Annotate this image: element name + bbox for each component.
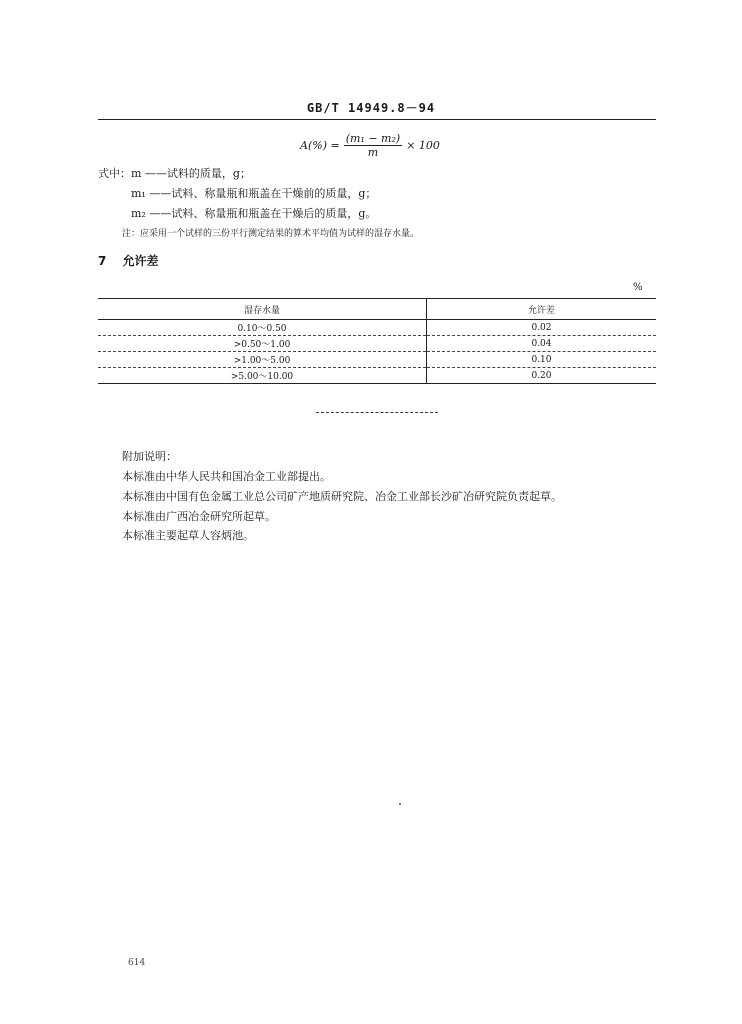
- section-number: 7: [98, 254, 107, 268]
- scan-speck: [399, 803, 401, 805]
- formula-numerator: (m₁ − m₂): [345, 132, 401, 145]
- additional-note-line: 本标准由广西冶金研究所起草。: [122, 510, 276, 523]
- table-header-row: [98, 299, 656, 320]
- definition-item: m ——试料的质量，g；: [131, 167, 251, 180]
- formula-lhs: A(%) =: [300, 139, 340, 152]
- standard-code-header: GB/T 14949.8－94: [306, 101, 436, 115]
- header-rule: [98, 119, 656, 120]
- tolerance-cell: 0.20: [427, 368, 657, 384]
- note-text: 注：应采用一个试样的三份平行测定结果的算术平均值为试样的湿存水量。: [122, 229, 420, 239]
- tolerance-cell: 0.02: [427, 320, 657, 336]
- tolerance-table: [98, 298, 656, 384]
- additional-note-line: 本标准由中国有色金属工业总公司矿产地质研究院、冶金工业部长沙矿冶研究院负责起草。: [122, 490, 562, 503]
- table-unit: %: [633, 282, 643, 293]
- definition-item: m₁ ——试料、称量瓶和瓶盖在干燥前的质量，g；: [131, 187, 377, 200]
- formula-rhs: × 100: [406, 139, 440, 152]
- definitions-intro: 式中：: [98, 167, 131, 180]
- section-heading: [98, 252, 159, 269]
- formula-fraction: [344, 132, 402, 159]
- tolerance-cell: 0.04: [427, 336, 657, 352]
- tolerance-cell: 0.10: [427, 352, 657, 368]
- end-separator: [316, 412, 438, 413]
- definition-item: m₂ ——试料、称量瓶和瓶盖在干燥后的质量，g。: [131, 207, 377, 220]
- moisture-range-cell: 0.10～0.50: [98, 320, 427, 336]
- table-row: [98, 352, 656, 368]
- moisture-formula: [300, 132, 440, 159]
- definition-line: [98, 165, 251, 181]
- section-title: 允许差: [122, 254, 159, 268]
- moisture-range-cell: >1.00～5.00: [98, 352, 427, 368]
- column-header-moisture: 湿存水量: [98, 299, 427, 320]
- page-number: 614: [128, 958, 146, 968]
- additional-note-line: 本标准主要起草人容炳池。: [122, 529, 254, 542]
- formula-denominator: m: [367, 146, 379, 159]
- table-row: [98, 368, 656, 384]
- table-row: [98, 336, 656, 352]
- additional-notes-heading: 附加说明：: [122, 450, 177, 463]
- additional-note-line: 本标准由中华人民共和国冶金工业部提出。: [122, 470, 331, 483]
- column-header-tolerance: 允许差: [427, 299, 657, 320]
- moisture-range-cell: >5.00～10.00: [98, 368, 427, 384]
- table-row: [98, 320, 656, 336]
- moisture-range-cell: >0.50～1.00: [98, 336, 427, 352]
